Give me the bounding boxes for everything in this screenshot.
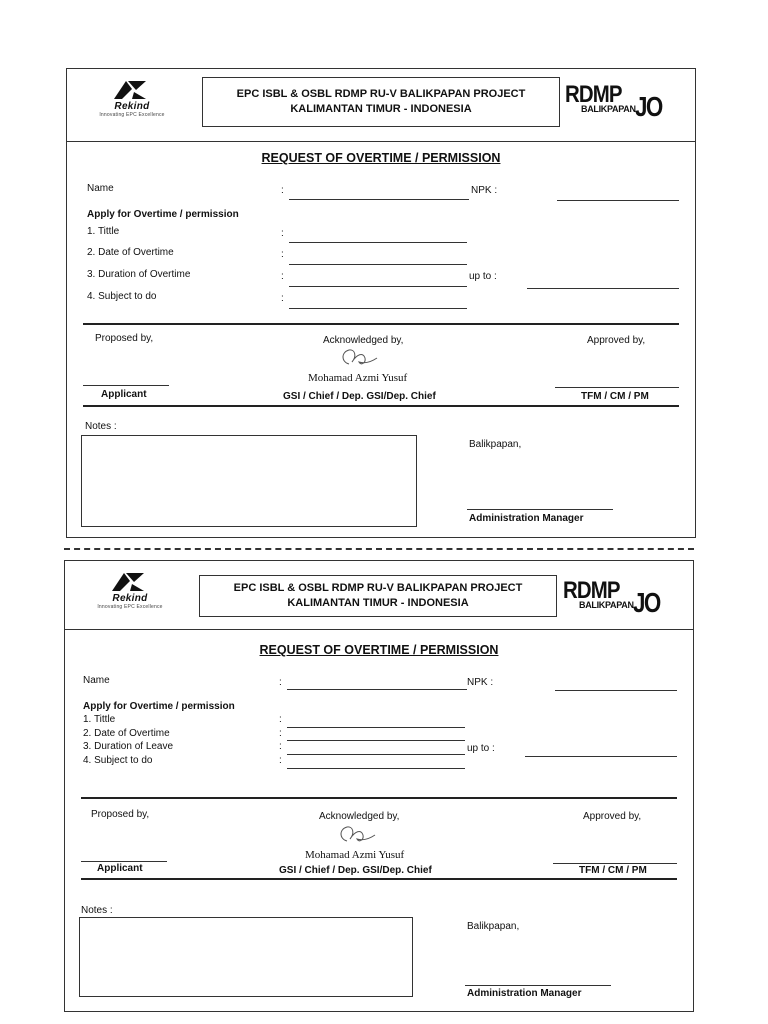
up-to-label: up to : bbox=[469, 271, 497, 282]
overtime-form-top bbox=[66, 68, 696, 538]
jo-logo-text: JO bbox=[635, 91, 662, 122]
section-divider bbox=[81, 797, 677, 799]
acknowledger-role: GSI / Chief / Dep. GSI/Dep. Chief bbox=[279, 865, 432, 876]
project-title-line1: EPC ISBL & OSBL RDMP RU-V BALIKPAPAN PROJECT bbox=[236, 88, 526, 100]
item-title-colon: : bbox=[281, 228, 284, 239]
applicant-signature-line[interactable] bbox=[83, 385, 169, 386]
signature-scribble bbox=[333, 823, 381, 849]
item-subject-colon: : bbox=[279, 755, 282, 766]
notes-box[interactable] bbox=[79, 917, 413, 997]
overtime-form-bottom bbox=[64, 560, 694, 1012]
name-field[interactable] bbox=[289, 199, 469, 200]
acknowledged-by-label: Acknowledged by, bbox=[323, 335, 404, 346]
rdmp-logo-text: RDMP bbox=[563, 577, 620, 604]
name-label: Name bbox=[87, 183, 114, 194]
npk-label: NPK : bbox=[467, 677, 494, 688]
notes-box[interactable] bbox=[81, 435, 417, 527]
up-to-label: up to : bbox=[467, 743, 495, 754]
apply-label: Apply for Overtime / permission bbox=[83, 701, 235, 712]
proposed-by-label: Proposed by, bbox=[95, 333, 154, 344]
apply-label: Apply for Overtime / permission bbox=[87, 209, 239, 220]
applicant-label: Applicant bbox=[101, 389, 147, 400]
item-subject-colon: : bbox=[281, 293, 284, 304]
name-colon: : bbox=[279, 677, 282, 688]
item-subject-label: 4. Subject to do bbox=[87, 291, 157, 302]
approver-role: TFM / CM / PM bbox=[581, 391, 649, 402]
date-field[interactable] bbox=[287, 740, 465, 741]
cut-line bbox=[64, 548, 694, 550]
subject-field[interactable] bbox=[287, 768, 465, 769]
rdmp-logo-text: RDMP bbox=[565, 81, 622, 108]
rdmp-jo-logo bbox=[565, 77, 673, 127]
approved-by-label: Approved by, bbox=[583, 811, 642, 822]
applicant-signature-line[interactable] bbox=[81, 861, 167, 862]
admin-manager-label: Administration Manager bbox=[467, 988, 582, 999]
signature-divider bbox=[83, 405, 679, 407]
duration-field[interactable] bbox=[287, 754, 465, 755]
name-field[interactable] bbox=[287, 689, 467, 690]
admin-signature-line[interactable] bbox=[465, 985, 611, 986]
project-title-line2: KALIMANTAN TIMUR - INDONESIA bbox=[290, 103, 472, 115]
rekind-logo-icon bbox=[112, 77, 152, 103]
signature-scribble bbox=[335, 346, 383, 372]
form-header bbox=[67, 69, 695, 142]
subject-field[interactable] bbox=[289, 308, 467, 309]
duration-field[interactable] bbox=[289, 286, 467, 287]
project-title-line2: KALIMANTAN TIMUR - INDONESIA bbox=[287, 597, 469, 609]
up-to-field[interactable] bbox=[527, 288, 679, 289]
approved-by-label: Approved by, bbox=[587, 335, 646, 346]
applicant-label: Applicant bbox=[97, 863, 143, 874]
item-date-label: 2. Date of Overtime bbox=[87, 247, 174, 258]
npk-label: NPK : bbox=[471, 185, 498, 196]
name-label: Name bbox=[83, 675, 110, 686]
project-title-line1: EPC ISBL & OSBL RDMP RU-V BALIKPAPAN PROJECT bbox=[233, 582, 523, 594]
city-label: Balikpapan, bbox=[467, 921, 520, 932]
item-title-colon: : bbox=[279, 714, 282, 725]
up-to-field[interactable] bbox=[525, 756, 677, 757]
admin-manager-label: Administration Manager bbox=[469, 513, 584, 524]
npk-field[interactable] bbox=[557, 200, 679, 201]
jo-logo-text: JO bbox=[633, 587, 660, 618]
name-colon: : bbox=[281, 185, 284, 196]
item-date-colon: : bbox=[279, 728, 282, 739]
notes-label: Notes : bbox=[81, 905, 113, 916]
admin-signature-line[interactable] bbox=[467, 509, 613, 510]
proposed-by-label: Proposed by, bbox=[91, 809, 150, 820]
balikpapan-logo-text: BALIKPAPAN bbox=[579, 600, 634, 610]
item-duration-label: 3. Duration of Overtime bbox=[87, 269, 191, 280]
city-label: Balikpapan, bbox=[469, 439, 522, 450]
title-field[interactable] bbox=[289, 242, 467, 243]
item-duration-colon: : bbox=[281, 271, 284, 282]
item-duration-label: 3. Duration of Leave bbox=[83, 741, 174, 752]
item-subject-label: 4. Subject to do bbox=[83, 755, 153, 766]
item-date-colon: : bbox=[281, 249, 284, 260]
approver-signature-line[interactable] bbox=[553, 863, 677, 864]
approver-signature-line[interactable] bbox=[555, 387, 679, 388]
logo-name: Rekind bbox=[112, 593, 148, 604]
rdmp-jo-logo bbox=[563, 573, 671, 623]
document-title: REQUEST OF OVERTIME / PERMISSION bbox=[259, 643, 499, 657]
approver-role: TFM / CM / PM bbox=[579, 865, 647, 876]
acknowledged-by-label: Acknowledged by, bbox=[319, 811, 400, 822]
rekind-logo bbox=[95, 569, 165, 623]
balikpapan-logo-text: BALIKPAPAN bbox=[581, 104, 636, 114]
signer-name: Mohamad Azmi Yusuf bbox=[305, 849, 405, 861]
item-date-label: 2. Date of Overtime bbox=[83, 728, 170, 739]
title-field[interactable] bbox=[287, 727, 465, 728]
project-title-box bbox=[199, 575, 557, 617]
logo-tagline: Innovating EPC Excellence bbox=[97, 604, 163, 610]
acknowledger-role: GSI / Chief / Dep. GSI/Dep. Chief bbox=[283, 391, 436, 402]
signature-divider bbox=[81, 878, 677, 880]
form-header bbox=[65, 561, 693, 630]
date-field[interactable] bbox=[289, 264, 467, 265]
rekind-logo-icon bbox=[110, 569, 150, 595]
logo-name: Rekind bbox=[114, 101, 150, 112]
item-duration-colon: : bbox=[279, 741, 282, 752]
item-title-label: 1. Tittle bbox=[83, 714, 116, 725]
rekind-logo bbox=[97, 77, 167, 131]
logo-tagline: Innovating EPC Excellence bbox=[99, 112, 165, 118]
npk-field[interactable] bbox=[555, 690, 677, 691]
notes-label: Notes : bbox=[85, 421, 117, 432]
signer-name: Mohamad Azmi Yusuf bbox=[308, 372, 408, 384]
document-title: REQUEST OF OVERTIME / PERMISSION bbox=[261, 151, 501, 165]
project-title-box bbox=[202, 77, 560, 127]
item-title-label: 1. Tittle bbox=[87, 226, 120, 237]
section-divider bbox=[83, 323, 679, 325]
